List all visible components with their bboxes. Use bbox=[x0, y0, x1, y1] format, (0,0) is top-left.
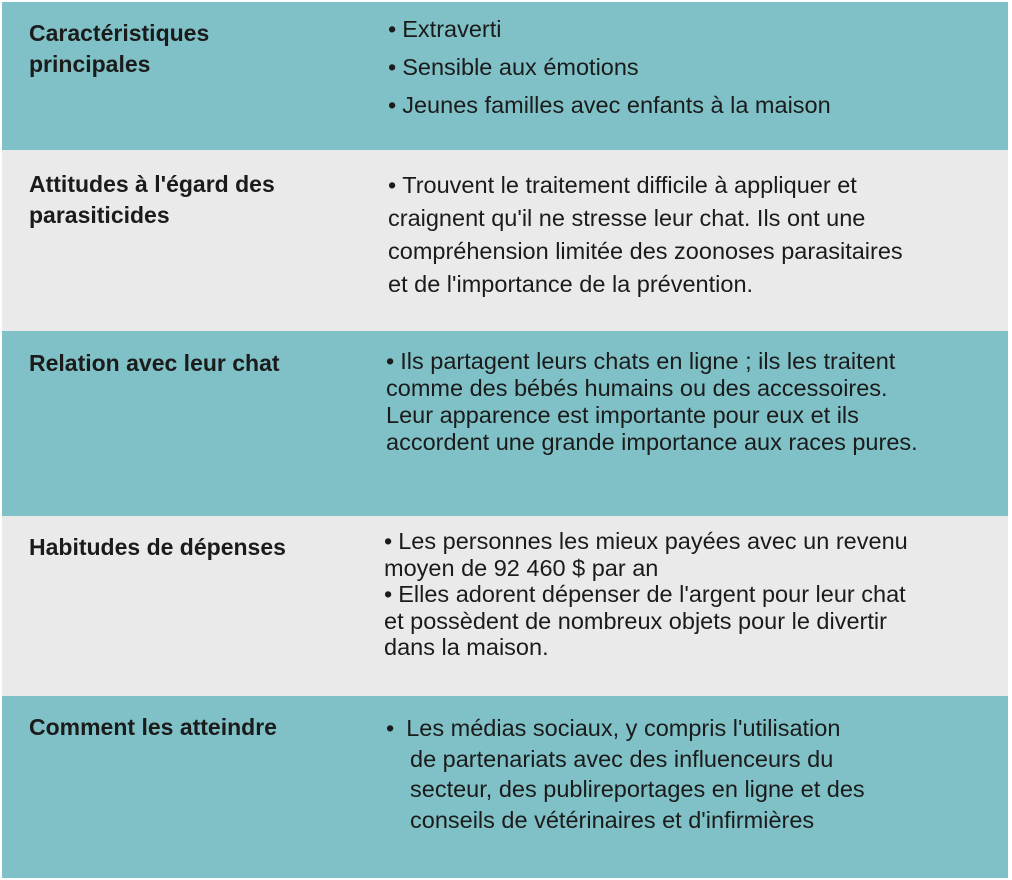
bullet-icon: • bbox=[386, 715, 395, 741]
text-line: secteur, des publireportages en ligne et des bbox=[410, 776, 865, 802]
bullet-icon: • bbox=[388, 54, 397, 80]
row-reach bbox=[2, 696, 1008, 878]
text-line: de partenariats avec des influenceurs du bbox=[410, 745, 834, 772]
row-content bbox=[386, 713, 865, 835]
label-line: parasiticides bbox=[29, 202, 170, 228]
row-attitudes bbox=[2, 150, 1008, 331]
text-line: • Ils partagent leurs chats en ligne ; ils les traitent bbox=[386, 348, 896, 374]
text-line: moyen de 92 460 $ par an bbox=[384, 554, 659, 581]
text-line: craignent qu'il ne stresse leur chat. Ils ont une bbox=[388, 205, 866, 231]
text-line: et de l'importance de la prévention. bbox=[388, 271, 754, 297]
label-line: Caractéristiques bbox=[29, 20, 210, 46]
bullet-icon: • bbox=[384, 528, 393, 554]
bullet-icon: • bbox=[388, 172, 397, 198]
text-line: • Les médias sociaux, y compris l'utilisation bbox=[386, 715, 841, 741]
row-label: Comment les atteindre bbox=[29, 714, 277, 740]
bullet-icon: • bbox=[386, 348, 395, 374]
bullet-icon: • bbox=[388, 92, 397, 118]
row-label: Relation avec leur chat bbox=[29, 350, 280, 376]
text-line: • Trouvent le traitement difficile à appliquer et bbox=[388, 172, 857, 198]
row-label bbox=[29, 169, 275, 231]
text-line: dans la maison. bbox=[384, 634, 549, 660]
row-content bbox=[388, 169, 903, 301]
text-line: compréhension limitée des zoonoses parasitaires bbox=[388, 238, 903, 264]
label-line: principales bbox=[29, 51, 151, 77]
text-line: • Elles adorent dépenser de l'argent pour leur chat bbox=[384, 581, 906, 607]
text-line: • Les personnes les mieux payées avec un revenu bbox=[384, 528, 908, 554]
list-item: • Sensible aux émotions bbox=[388, 54, 639, 80]
row-spending bbox=[2, 516, 1008, 696]
bullet-icon: • bbox=[384, 581, 393, 607]
text-line: et possèdent de nombreux objets pour le divertir bbox=[384, 607, 887, 634]
text-line: conseils de vétérinaires et d'infirmières bbox=[410, 806, 815, 833]
row-relationship bbox=[2, 331, 1008, 516]
text-line: comme des bébés humains ou des accessoires. bbox=[386, 375, 888, 401]
text-line: accordent une grande importance aux races pures. bbox=[386, 429, 918, 455]
row-content bbox=[388, 10, 831, 124]
row-content bbox=[386, 348, 918, 456]
persona-table bbox=[2, 2, 1008, 878]
list-item: • Jeunes familles avec enfants à la maison bbox=[388, 92, 831, 118]
list-item: • Extraverti bbox=[388, 16, 502, 42]
row-content bbox=[384, 528, 908, 661]
label-line: Attitudes à l'égard des bbox=[29, 171, 275, 197]
row-characteristics bbox=[2, 2, 1008, 150]
bullet-icon: • bbox=[388, 16, 397, 42]
row-label bbox=[29, 18, 209, 80]
row-label: Habitudes de dépenses bbox=[29, 534, 286, 560]
text-line: Leur apparence est importante pour eux et ils bbox=[386, 402, 859, 428]
